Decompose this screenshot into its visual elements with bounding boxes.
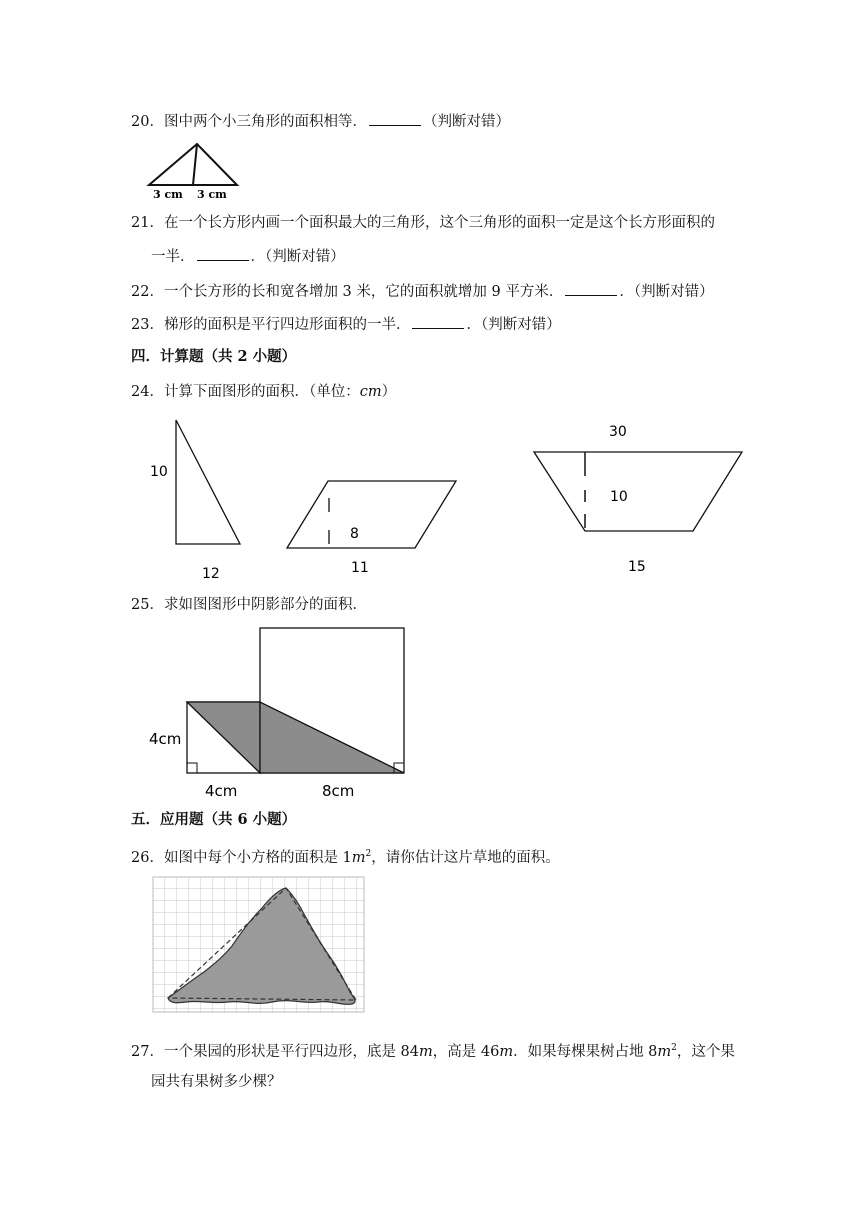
shaded-triangle-left: [187, 702, 260, 773]
q25-text: 25．求如图图形中阴影部分的面积．: [131, 597, 367, 613]
triangle-height-label: 10: [150, 464, 168, 480]
q20-figure: [145, 140, 245, 202]
section-heading-calc: 四．计算题（共 2 小题）: [131, 348, 297, 365]
answer-blank[interactable]: [197, 246, 249, 261]
parallelogram: [287, 481, 456, 548]
parallelogram-height-label: 8: [350, 526, 359, 542]
median-line: [193, 144, 197, 185]
q21-line1: 21．在一个长方形内画一个面积最大的三角形，这个三角形的面积一定是这个长方形面积的: [131, 215, 715, 231]
section-heading-application: 五．应用题（共 6 小题）: [131, 811, 297, 828]
q27-line2: 园共有果树多少棵？: [151, 1074, 282, 1090]
right-base-label: 8cm: [322, 782, 355, 800]
q27-line1: 27．一个果园的形状是平行四边形，底是 84m，高是 46m．如果每棵果树占地 $8m^2$，这个果: [131, 1043, 735, 1060]
shaded-triangle-right: [260, 702, 404, 773]
parallelogram-base-label: 11: [351, 560, 369, 576]
left-height-label: 4cm: [149, 730, 182, 748]
trapezoid: [534, 452, 742, 531]
q25-figure: [145, 622, 415, 804]
base-label-left: 3 cm: [153, 188, 183, 201]
q26-grid-figure: [152, 876, 367, 1016]
answer-blank[interactable]: [565, 281, 617, 296]
answer-blank[interactable]: [412, 314, 464, 329]
q22-text: 22．一个长方形的长和宽各增加 3 米，它的面积就增加 9 平方米． ．（判断对错）: [131, 281, 714, 302]
q20-text: 20．图中两个小三角形的面积相等． （判断对错）: [131, 111, 510, 132]
trapezoid-bottom-label: 15: [628, 559, 646, 575]
q23-text: 23．梯形的面积是平行四边形面积的一半． ．（判断对错）: [131, 314, 561, 335]
right-angle-mark: [187, 763, 197, 773]
q21-line2: 一半． ．（判断对错）: [151, 246, 345, 267]
q26-text: 26．如图中每个小方格的面积是 $1m^2$，请你估计这片草地的面积。: [131, 849, 560, 866]
right-triangle: [176, 420, 240, 544]
q24-text: 24．计算下面图形的面积．（单位：cm）: [131, 384, 397, 400]
triangle-base-label: 12: [202, 566, 220, 582]
left-base-label: 4cm: [205, 782, 238, 800]
q24-figures: [140, 410, 760, 590]
answer-blank[interactable]: [369, 111, 421, 126]
trapezoid-height-label: 10: [610, 489, 628, 505]
trapezoid-top-label: 30: [609, 424, 627, 440]
base-label-right: 3 cm: [197, 188, 227, 201]
